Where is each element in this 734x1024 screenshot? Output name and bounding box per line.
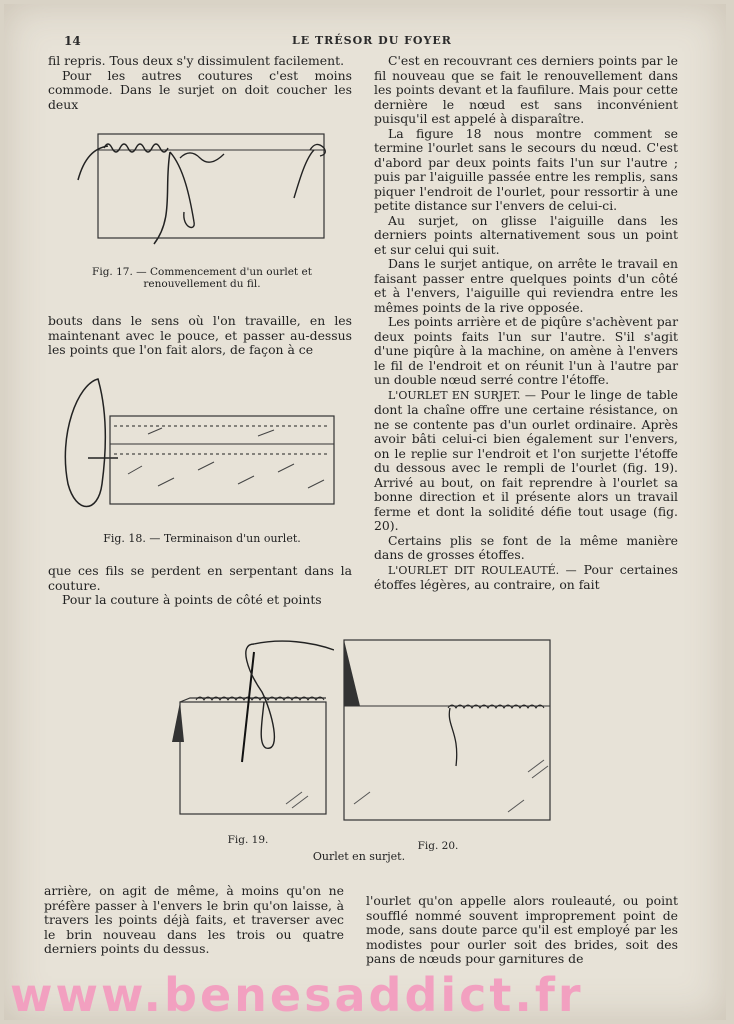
paragraph: l'ourlet qu'on appelle alors rouleauté, ou point soufflé nommé souvent improprement point de mode, sans doute parce qu'il est employé par les modistes pour ourler soit des brides, soit des pans de nœuds pour garnitures de <box>366 893 678 966</box>
section-heading: L'OURLET DIT ROULEAUTÉ. — <box>388 563 577 577</box>
figure-19-caption: Fig. 19. <box>227 834 269 846</box>
paragraph: bouts dans le sens où l'on travaille, en les maintenant avec le pouce, et passer au-dessus les points que l'on fait alors, de façon à ce <box>48 313 352 357</box>
figure-17-caption: Fig. 17. — Commencement d'un ourlet et renouvellement du fil. <box>92 266 312 290</box>
paragraph: Pour la couture à points de côté et points <box>62 592 322 607</box>
paragraph <box>374 388 678 534</box>
paragraph: La figure 18 nous montre comment se termine l'ourlet sans le secours du nœud. C'est d'abord par deux points faits l'un sur l'autre ; puis par l'aiguille passée entre les remplis, sans piquer l'endroit de l'ourlet, pour ressortir à une petite distance sur l'envers de celui-ci. <box>374 125 678 213</box>
bottom-left-col <box>44 884 344 957</box>
paragraph: que ces fils se perdent en serpentant dans la couture. <box>48 563 352 593</box>
paragraph-text: Pour certaines étoffes légères, au contraire, on fait <box>374 561 678 592</box>
running-title: LE TRÉSOR DU FOYER <box>292 34 452 47</box>
paragraph: Dans le surjet antique, on arrête le travail en faisant passer entre quelques points d'un côté et à l'envers, l'aiguille qui reviendra entre les mêmes points de la rive opposée. <box>374 256 678 315</box>
paragraph: fil repris. Tous deux s'y dissimulent facilement. <box>48 53 345 68</box>
figure-17-illustration <box>74 128 334 252</box>
figure-19-illustration <box>162 632 334 818</box>
section-heading: L'OURLET EN SURJET. — <box>388 388 536 402</box>
paragraph: arrière, on agit de même, à moins qu'on ne préfère passer à l'envers le brin qu'on laisse, à travers les points déjà faits, et traverser avec le brin nouveau dans les trois ou quatre derniers points du dessus. <box>44 883 344 956</box>
bottom-right-col <box>366 894 678 967</box>
figure-18-caption: Fig. 18. — Terminaison d'un ourlet. <box>103 532 301 545</box>
left-col-mid <box>48 314 352 358</box>
figure-18-illustration <box>58 374 342 514</box>
left-col-bottom <box>48 564 352 608</box>
paragraph: Les points arrière et de piqûre s'achèvent par deux points faits l'un sur l'autre. S'il s'agit d'une piqûre à la machine, on amène à l'envers le fil de l'endroit et on réunit l'un à l'autre par un double nœud serré contre l'étoffe. <box>374 314 678 387</box>
book-page <box>4 4 726 1020</box>
watermark: www.benesaddict.fr <box>10 968 584 1022</box>
paragraph: Certains plis se font de la même manière dans de grosses étoffes. <box>374 532 678 562</box>
paragraph: C'est en recouvrant ces derniers points par le fil nouveau que se fait le renouvellement dans les points devant et la faufilure. Mais pour cette dernière le nœud est sans inconvénient puisqu'il est appelé à disparaître. <box>374 53 678 126</box>
figure-20-caption: Fig. 20. <box>417 840 459 852</box>
page-number: 14 <box>64 34 81 48</box>
figure-20-illustration <box>338 636 554 826</box>
paragraph: Au surjet, on glisse l'aiguille dans les derniers points alternativement sous un point et sur celui qui suit. <box>374 212 678 257</box>
paragraph-text: Pour le linge de table dont la chaîne offre une certaine résistance, on ne se contente pas d'un ourlet ordinaire. Après avoir bâti celui-ci bien également sur l'envers, on le replie sur l'endroit et l'on surjette l'étoffe du dessous avec le rempli de l'ourlet (fig. 19). Arrivé au bout, on fait reprendre à l'ourlet sa bonne direction et il présente alors un travail ferme et dont la solidité défie tout usage (fig. 20). <box>374 386 678 533</box>
figures-19-20-shared-caption: Ourlet en surjet. <box>312 850 406 863</box>
paragraph <box>374 563 678 593</box>
page-header <box>4 34 726 50</box>
left-col-top <box>48 54 352 112</box>
paragraph: Pour les autres coutures c'est moins commode. Dans le surjet on doit coucher les deux <box>48 67 352 112</box>
right-col <box>374 54 678 593</box>
